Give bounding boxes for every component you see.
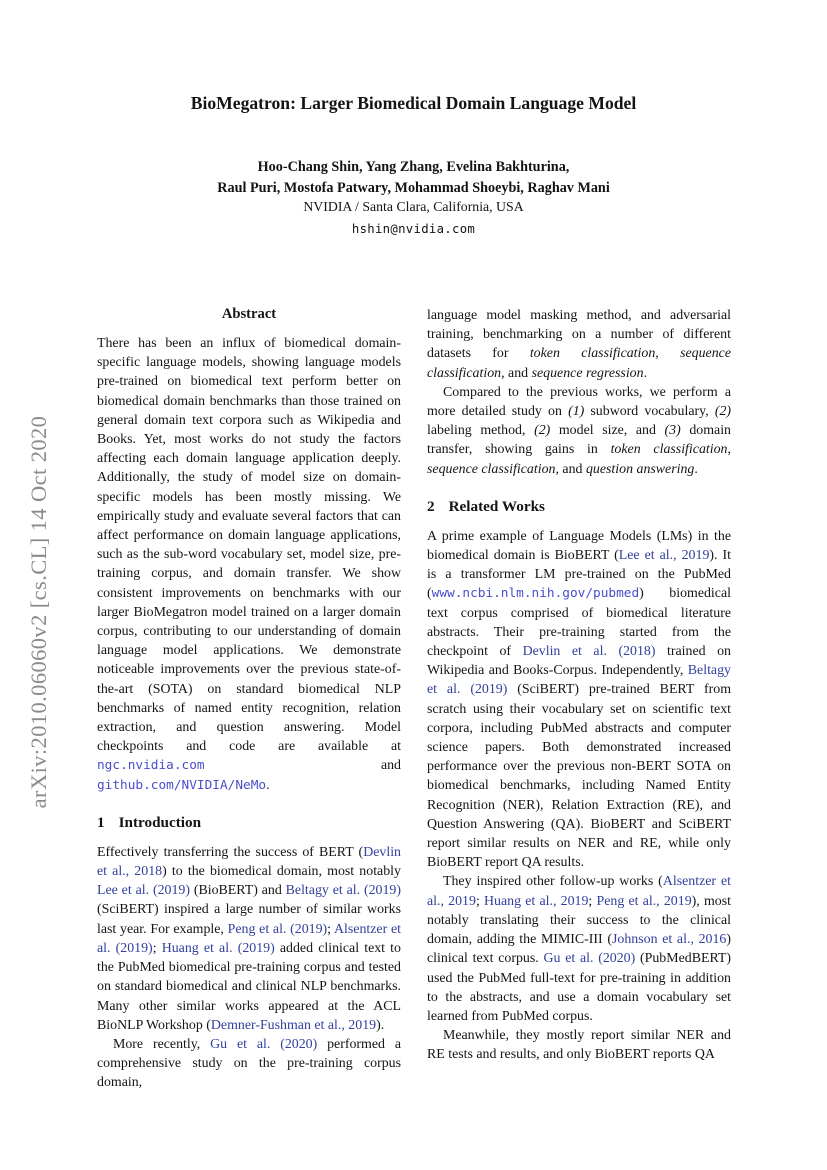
text-run: domain transfer, showing gains in: [427, 423, 731, 458]
column-right: [427, 306, 731, 1093]
text-run: .: [643, 365, 648, 381]
text-run: added clinical text to the PubMed biomedical pre-training corpus and tested on standard biomedical and clinical NLP benchmarks. Many other similar works appeared at the ACL BioNLP Workshop (: [97, 940, 401, 1033]
citation-link[interactable]: Gu et al. (2020): [543, 951, 636, 967]
text-run: ).: [376, 1017, 385, 1033]
emphasis-text: (2): [534, 423, 551, 439]
citation-link[interactable]: Devlin et al., 2018: [97, 844, 401, 880]
text-run: and: [204, 758, 401, 774]
text-run: model size, and: [550, 423, 665, 439]
section-number: 1: [97, 813, 105, 831]
url-link[interactable]: www.ncbi.nlm.nih.gov/pubmed: [431, 586, 640, 602]
abstract-paragraph: [97, 334, 401, 795]
section-heading-related-works: [427, 498, 731, 516]
related-works-section: [427, 498, 731, 1065]
citation-link[interactable]: Gu et al. (2020): [210, 1036, 318, 1052]
emphasis-text: (3): [664, 423, 681, 439]
text-run: ;: [475, 893, 485, 909]
authors-line-2: Raul Puri, Mostofa Patwary, Mohammad Shoeybi, Raghav Mani: [217, 179, 610, 196]
paper-title: BioMegatron: Larger Biomedical Domain Language Model: [190, 93, 637, 113]
citation-link[interactable]: Beltagy et al. (2019): [427, 663, 731, 698]
text-run: A prime example of Language Models (LMs) in the biomedical domain is BioBERT (: [427, 528, 731, 564]
section-heading-introduction: [97, 814, 401, 832]
paragraph: [427, 872, 731, 1026]
text-run: Effectively transferring the success of BERT (: [97, 844, 364, 860]
paragraph: [427, 527, 731, 873]
paragraph: [97, 843, 401, 1035]
section-number: 2: [427, 497, 435, 515]
text-run: (SciBERT) inspired a large number of similar works last year. For example,: [97, 902, 401, 937]
url-link[interactable]: github.com/NVIDIA/NeMo: [97, 777, 267, 793]
affiliation: NVIDIA / Santa Clara, California, USA: [303, 199, 524, 214]
text-run: They inspired other follow-up works (: [443, 874, 663, 890]
emphasis-text: sequence classification: [427, 461, 556, 477]
text-run: , and: [501, 365, 532, 381]
emphasis-text: sequence classification: [427, 346, 731, 381]
emphasis-text: token classification: [610, 442, 728, 458]
text-run: , and: [555, 461, 586, 477]
citation-link[interactable]: Johnson et al., 2016: [612, 932, 727, 948]
citation-link[interactable]: Devlin et al. (2018): [522, 644, 656, 660]
text-run: ,: [727, 442, 731, 458]
paragraph: [97, 1035, 401, 1093]
text-run: ), most notably translating their success to the clinical domain, adding the MIMIC-III (: [427, 893, 731, 948]
text-run: ;: [152, 940, 162, 956]
citation-link[interactable]: Alsentzer et al., 2019: [427, 874, 731, 909]
paragraph: [427, 383, 731, 479]
text-run: labeling method,: [427, 423, 535, 439]
text-run: trained on Wikipedia and Books-Corpus. Independently,: [427, 644, 731, 679]
emphasis-text: (2): [714, 404, 732, 420]
emphasis-text: (1): [568, 404, 585, 420]
two-column-body: [97, 306, 731, 1093]
email-link[interactable]: hshin@nvidia.com: [351, 222, 476, 236]
text-run: ,: [655, 346, 681, 362]
authors-line-1: Hoo-Chang Shin, Yang Zhang, Evelina Bakhturina,: [257, 159, 570, 175]
section-label: Introduction: [118, 813, 202, 831]
text-run: More recently,: [113, 1036, 211, 1052]
arxiv-watermark: arXiv:2010.06060v2 [cs.CL] 14 Oct 2020: [26, 415, 51, 809]
paragraph: [427, 306, 731, 383]
citation-link[interactable]: Peng et al., 2019: [596, 893, 692, 909]
text-run: subword vocabulary,: [584, 404, 715, 420]
text-run: Compared to the previous works, we perform a more detailed study on: [427, 384, 731, 420]
text-run: performed a comprehensive study on the pre-training corpus domain,: [97, 1036, 401, 1091]
emphasis-text: sequence regression: [531, 365, 644, 381]
paragraph: [427, 1026, 731, 1064]
citation-link[interactable]: Lee et al. (2019): [97, 883, 190, 899]
text-run: (SciBERT) pre-trained BERT from scratch using their vocabulary set on scientific text corpora, including PubMed abstracts and computer science papers. Both demonstrated increased performance over the previous non-BERT SOTA on biomedical benchmarks, including Named Entity Recognition (NER), Relation Extraction (RE), and Question Answering (QA). BioBERT and SciBERT report similar results on NER and RE, while only BioBERT report QA results.: [427, 682, 732, 871]
text-run: There has been an influx of biomedical domain-specific language models, showing language models pre-trained on biomedical text perform better on biomedical domain benchmarks than those trained on general domain text corpora such as Wikipedia and Books. Yet, most works do not study the factors affecting each domain language application deeply. Additionally, the study of model size on domain-specific models has been mostly missing. We empirically study and evaluate several factors that can affect performance on domain language applications, such as the sub-word vocabulary set, model size, pre-training corpus, and domain transfer. We show consistent improvements on benchmarks with our larger BioMegatron model trained on a larger domain corpus, contributing to our understanding of domain language model applications. We demonstrate noticeable improvements over the previous state-of-the-art (SOTA) on standard biomedical NLP benchmarks of named entity recognition, relation extraction, and question answering. Model checkpoints and code are available at: [97, 336, 401, 755]
emphasis-text: question answering: [585, 461, 695, 477]
url-link[interactable]: ngc.nvidia.com: [97, 758, 205, 774]
introduction-section: [97, 814, 401, 1093]
abstract-section: [97, 306, 401, 795]
citation-link[interactable]: Lee et al., 2019: [618, 548, 710, 564]
citation-link[interactable]: Beltagy et al. (2019): [285, 883, 402, 899]
text-run: .: [694, 461, 698, 477]
text-run: (PubMedBERT) used the PubMed full-text for pre-training in addition to the abstracts, and use a domain vocabulary set learned from PubMed corpus.: [427, 951, 731, 1024]
citation-link[interactable]: Alsentzer et al. (2019): [97, 921, 401, 956]
section-label: Related Works: [448, 497, 545, 515]
text-run: ) to the biomedical domain, most notably: [162, 864, 401, 880]
text-run: ). It is a transformer LM pre-trained on the PubMed (: [427, 548, 731, 602]
column-left: [97, 306, 401, 1093]
emphasis-text: token classification: [529, 346, 656, 362]
text-run: (BioBERT) and: [189, 883, 286, 899]
text-run: ) clinical text corpus.: [427, 932, 732, 967]
paper-header: [0, 0, 827, 236]
text-run: Meanwhile, they mostly report similar NER and RE tests and results, and only BioBERT reports QA: [427, 1028, 731, 1063]
text-run: ) biomedical text corpus comprised of biomedical literature abstracts. Their pre-training started from the checkpoint of: [427, 586, 731, 660]
text-run: ;: [327, 921, 334, 937]
abstract-heading: Abstract: [221, 306, 277, 322]
citation-link[interactable]: Huang et al., 2019: [484, 893, 589, 909]
text-run: ;: [588, 893, 597, 909]
text-run: .: [266, 777, 270, 793]
citation-link[interactable]: Demner-Fushman et al., 2019: [210, 1017, 377, 1033]
text-run: language model masking method, and adversarial training, benchmarking on a number of different datasets for: [427, 308, 731, 362]
author-list: [0, 157, 827, 198]
citation-link[interactable]: Peng et al. (2019): [227, 921, 328, 937]
citation-link[interactable]: Huang et al. (2019): [161, 940, 275, 956]
